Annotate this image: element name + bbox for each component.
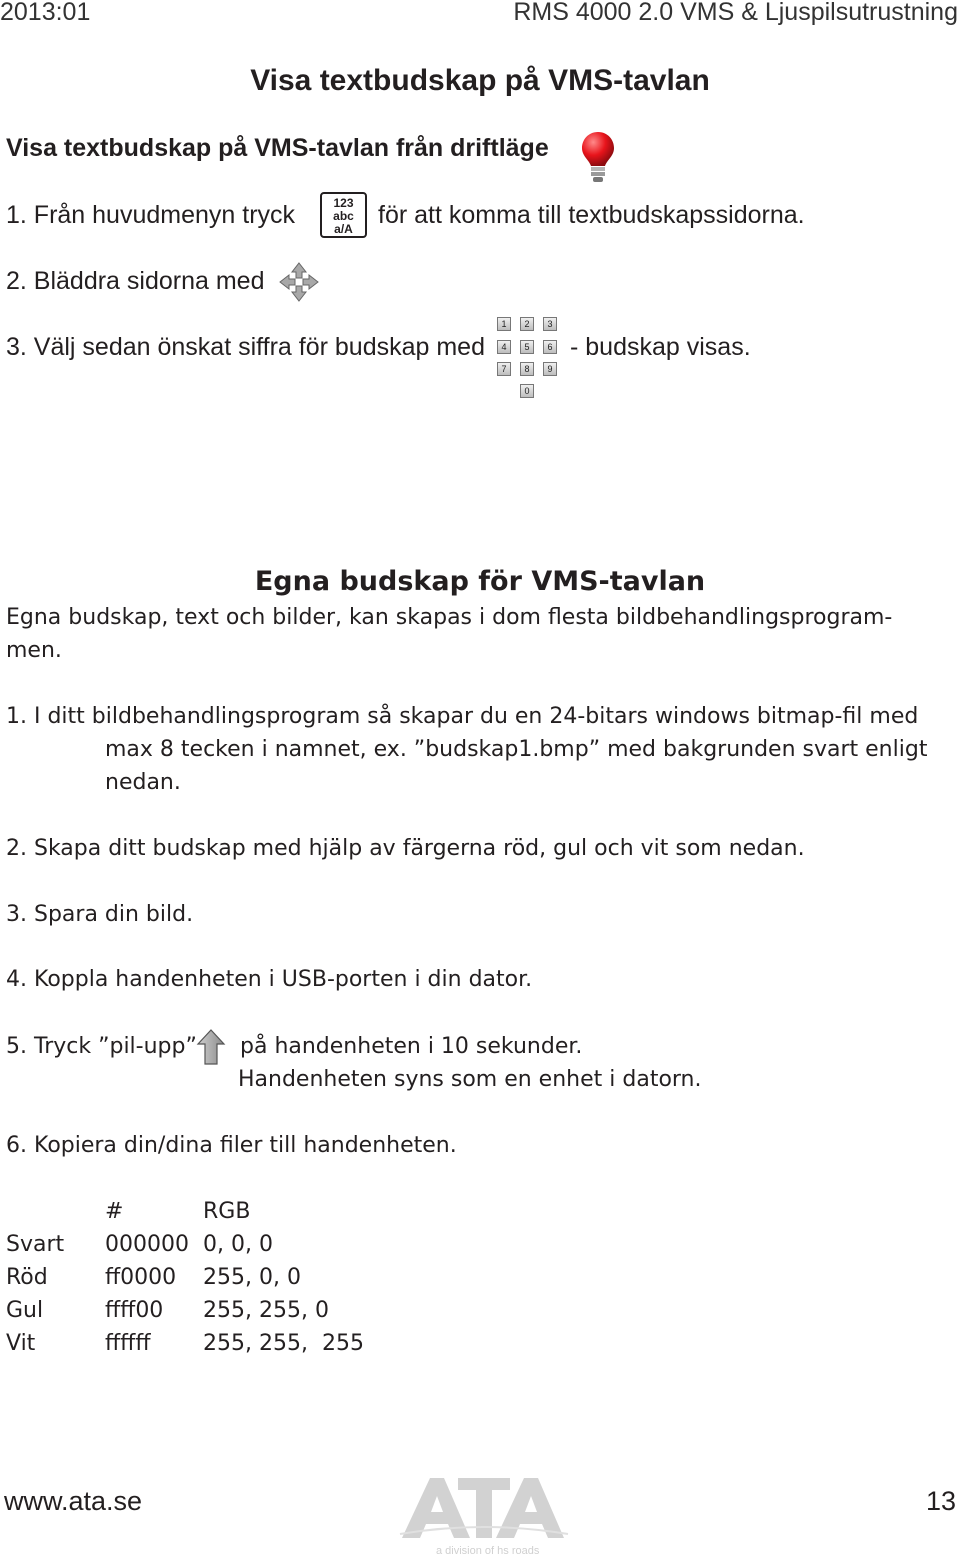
arrow-up-icon [196,1028,226,1066]
keypad-icon [497,317,561,401]
header-title: RMS 4000 2.0 VMS & Ljuspilsutrustning [513,0,958,26]
key-aA-label: a/A [334,222,353,236]
table-row-hex: ffff00 [105,1298,164,1323]
keypad-key-8: 8 [520,362,534,376]
table-row-rgb: 255, 255, 255 [203,1331,364,1356]
s2-step6: 6. Kopiera din/dina filer till handenheten. [6,1133,457,1158]
table-row-name: Svart [6,1232,65,1257]
keypad-key-9: 9 [543,362,557,376]
logo-tagline: a division of hs roads [436,1545,540,1557]
key-abc-label: abc [333,209,354,223]
s2-step4: 4. Koppla handenheten i USB-porten i din dator. [6,967,533,992]
header-date: 2013:01 [0,0,91,26]
step1-text-after: för att komma till textbudskapssidorna. [378,201,805,229]
s2-step2: 2. Skapa ditt budskap med hjälp av färgerna röd, gul och vit som nedan. [6,836,805,861]
keypad-key-0: 0 [520,384,534,398]
keypad-key-7: 7 [497,362,511,376]
section-subtitle: Visa textbudskap på VMS-tavlan från driftläge [6,134,549,162]
keypad-key-5: 5 [520,340,534,354]
table-row-hex: 000000 [105,1232,189,1257]
footer-url: www.ata.se [4,1486,143,1516]
s2-step1-line1: 1. I ditt bildbehandlingsprogram så skapar du en 24-bitars windows bitmap-fil med [6,704,919,729]
section2-title: Egna budskap för VMS-tavlan [254,566,706,597]
page-title: Visa textbudskap på VMS-tavlan [250,64,710,97]
step3-text-after: - budskap visas. [570,333,751,361]
table-row-rgb: 255, 0, 0 [203,1265,301,1290]
ata-logo [398,1472,570,1558]
s2-step1-line3: nedan. [105,770,181,795]
page-number: 13 [925,1486,956,1516]
keypad-key-3: 3 [543,317,557,331]
keypad-key-2: 2 [520,317,534,331]
s2-step5-line2: Handenheten syns som en enhet i datorn. [238,1067,702,1092]
lightbulb-icon [580,130,616,184]
table-row-name: Vit [6,1331,36,1356]
step3-text-before: 3. Välj sedan önskat siffra för budskap med [6,333,485,361]
four-way-arrow-icon [278,261,320,303]
s2-step1-line2: max 8 tecken i namnet, ex. ”budskap1.bmp” med bakgrunden svart enligt [105,737,928,762]
keypad-key-4: 4 [497,340,511,354]
intro-line-1: Egna budskap, text och bilder, kan skapas i dom flesta bildbehandlingsprogram- [6,605,893,630]
intro-line-2: men. [6,638,62,663]
table-row-rgb: 255, 255, 0 [203,1298,329,1323]
step1-text-before: 1. Från huvudmenyn tryck [6,201,296,229]
s2-step5-after: på handenheten i 10 sekunder. [240,1034,583,1059]
s2-step3: 3. Spara din bild. [6,902,194,927]
table-row-name: Röd [6,1265,48,1290]
key-123-icon [320,192,367,238]
s2-step5-before: 5. Tryck ”pil-upp” [6,1034,197,1059]
table-row-rgb: 0, 0, 0 [203,1232,273,1257]
table-row-hex: ff0000 [105,1265,177,1290]
step2-text: 2. Bläddra sidorna med [6,267,265,295]
table-row-hex: ffffff [105,1331,151,1356]
keypad-key-1: 1 [497,317,511,331]
table-row-name: Gul [6,1298,44,1323]
table-header-hash: # [105,1199,124,1224]
keypad-key-6: 6 [543,340,557,354]
key-123-label: 123 [333,196,354,210]
table-header-rgb: RGB [203,1199,251,1224]
